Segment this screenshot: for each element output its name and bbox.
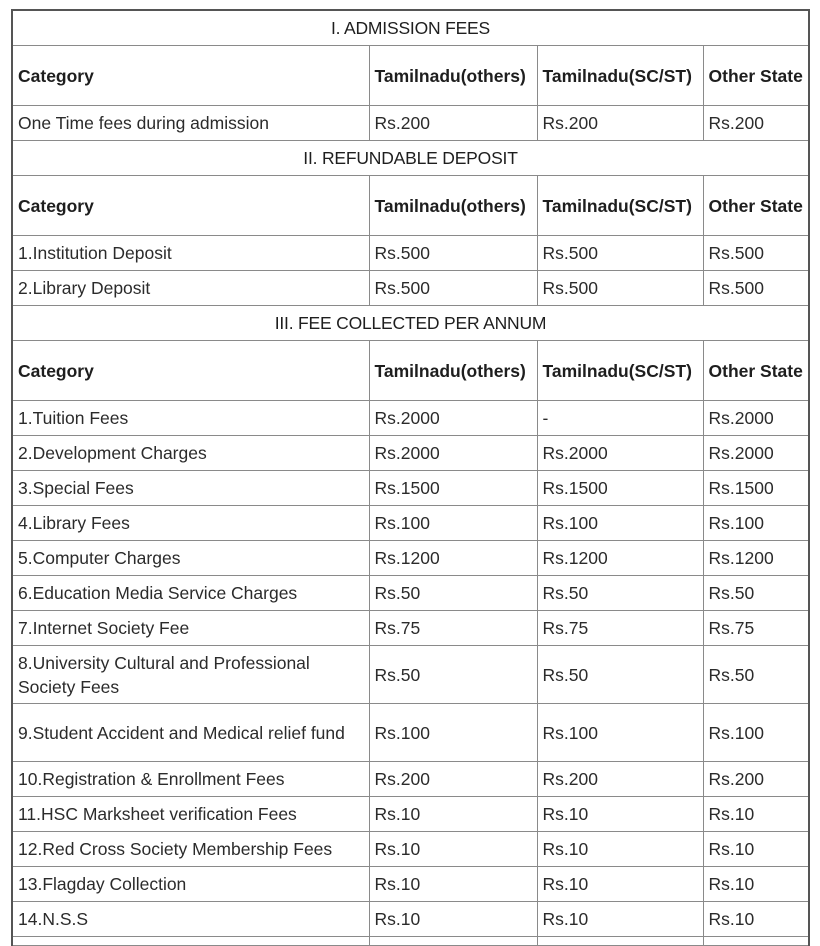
- table-row: [12, 506, 809, 541]
- table-row: [12, 646, 809, 704]
- category-cell: 12.Red Cross Society Membership Fees: [12, 832, 369, 867]
- fee-cell-other-state: Rs.500: [703, 271, 809, 306]
- table-row: [12, 902, 809, 937]
- column-header-row: [12, 341, 809, 401]
- fee-cell-other-state: Rs.100: [703, 704, 809, 762]
- fee-cell-tn-scst: Rs.500: [537, 236, 703, 271]
- fee-cell-other-state: Rs.10: [703, 902, 809, 937]
- fee-cell-other-state: Rs.1200: [703, 541, 809, 576]
- fee-cell-tn-others: Rs.2000: [369, 436, 537, 471]
- fee-cell-other-state: Rs.2000: [703, 436, 809, 471]
- table-row: [12, 797, 809, 832]
- fee-table-body: [12, 10, 809, 946]
- fee-cell-other-state: Rs.100: [703, 506, 809, 541]
- column-header: Other State: [703, 341, 809, 401]
- column-header: Tamilnadu(others): [369, 46, 537, 106]
- fee-cell-tn-scst: Rs.2000: [537, 436, 703, 471]
- category-cell: 1.Institution Deposit: [12, 236, 369, 271]
- category-cell: One Time fees during admission: [12, 106, 369, 141]
- empty-cell: [703, 937, 809, 946]
- fee-cell-tn-others: Rs.50: [369, 646, 537, 704]
- section-title-row: [12, 10, 809, 46]
- fee-cell-tn-scst: Rs.10: [537, 797, 703, 832]
- fee-table: [11, 9, 810, 946]
- table-row: [12, 576, 809, 611]
- fee-cell-tn-scst: Rs.50: [537, 576, 703, 611]
- fee-cell-other-state: Rs.1500: [703, 471, 809, 506]
- fee-cell-tn-others: Rs.75: [369, 611, 537, 646]
- fee-cell-tn-scst: Rs.1200: [537, 541, 703, 576]
- section-title: III. FEE COLLECTED PER ANNUM: [12, 306, 809, 341]
- category-cell: 8.University Cultural and Professional Society Fees: [12, 646, 369, 704]
- empty-cell: [537, 937, 703, 946]
- fee-cell-tn-others: Rs.2000: [369, 401, 537, 436]
- fee-cell-tn-scst: Rs.100: [537, 704, 703, 762]
- fee-cell-tn-scst: Rs.10: [537, 832, 703, 867]
- column-header: Category: [12, 46, 369, 106]
- fee-cell-tn-scst: Rs.200: [537, 106, 703, 141]
- fee-cell-tn-scst: Rs.500: [537, 271, 703, 306]
- table-row: [12, 867, 809, 902]
- table-row: [12, 271, 809, 306]
- fee-cell-tn-others: Rs.500: [369, 271, 537, 306]
- section-title-row: [12, 141, 809, 176]
- table-row: [12, 436, 809, 471]
- fee-cell-tn-scst: Rs.75: [537, 611, 703, 646]
- category-cell: 9.Student Accident and Medical relief fund: [12, 704, 369, 762]
- category-cell: 6.Education Media Service Charges: [12, 576, 369, 611]
- fee-cell-other-state: Rs.50: [703, 646, 809, 704]
- fee-cell-tn-scst: Rs.10: [537, 902, 703, 937]
- table-row: [12, 704, 809, 762]
- table-row: [12, 762, 809, 797]
- table-row: [12, 611, 809, 646]
- fee-cell-other-state: Rs.10: [703, 832, 809, 867]
- category-cell: 11.HSC Marksheet verification Fees: [12, 797, 369, 832]
- section-title: II. REFUNDABLE DEPOSIT: [12, 141, 809, 176]
- fee-cell-tn-others: Rs.100: [369, 704, 537, 762]
- fee-cell-tn-scst: Rs.1500: [537, 471, 703, 506]
- column-header: Other State: [703, 176, 809, 236]
- table-row: [12, 832, 809, 867]
- fee-cell-other-state: Rs.200: [703, 762, 809, 797]
- column-header: Tamilnadu(SC/ST): [537, 341, 703, 401]
- fee-cell-other-state: Rs.75: [703, 611, 809, 646]
- fee-cell-tn-scst: Rs.200: [537, 762, 703, 797]
- column-header: Other State: [703, 46, 809, 106]
- column-header: Tamilnadu(SC/ST): [537, 46, 703, 106]
- fee-cell-other-state: Rs.200: [703, 106, 809, 141]
- table-row: [12, 471, 809, 506]
- column-header: Tamilnadu(others): [369, 176, 537, 236]
- fee-cell-tn-others: Rs.10: [369, 867, 537, 902]
- table-row: [12, 236, 809, 271]
- fee-cell-other-state: Rs.10: [703, 867, 809, 902]
- section-title-row: [12, 306, 809, 341]
- fee-cell-tn-scst: Rs.10: [537, 867, 703, 902]
- fee-cell-tn-others: Rs.200: [369, 762, 537, 797]
- fee-cell-tn-scst: Rs.100: [537, 506, 703, 541]
- column-header: Tamilnadu(SC/ST): [537, 176, 703, 236]
- empty-cell: [12, 937, 369, 946]
- fee-cell-tn-others: Rs.10: [369, 797, 537, 832]
- column-header-row: [12, 176, 809, 236]
- fee-cell-tn-others: Rs.100: [369, 506, 537, 541]
- fee-cell-other-state: Rs.50: [703, 576, 809, 611]
- table-row: [12, 401, 809, 436]
- category-cell: 7.Internet Society Fee: [12, 611, 369, 646]
- fee-cell-tn-scst: Rs.50: [537, 646, 703, 704]
- category-cell: 4.Library Fees: [12, 506, 369, 541]
- category-cell: 5.Computer Charges: [12, 541, 369, 576]
- section-title: I. ADMISSION FEES: [12, 10, 809, 46]
- fee-cell-other-state: Rs.10: [703, 797, 809, 832]
- category-cell: 14.N.S.S: [12, 902, 369, 937]
- column-header: Category: [12, 176, 369, 236]
- category-cell: 13.Flagday Collection: [12, 867, 369, 902]
- table-row-partial: [12, 937, 809, 946]
- category-cell: 2.Library Deposit: [12, 271, 369, 306]
- empty-cell: [369, 937, 537, 946]
- table-row: [12, 541, 809, 576]
- fee-cell-tn-others: Rs.1500: [369, 471, 537, 506]
- column-header: Tamilnadu(others): [369, 341, 537, 401]
- fee-cell-tn-scst: -: [537, 401, 703, 436]
- table-row: [12, 106, 809, 141]
- fee-cell-tn-others: Rs.200: [369, 106, 537, 141]
- column-header-row: [12, 46, 809, 106]
- column-header: Category: [12, 341, 369, 401]
- category-cell: 1.Tuition Fees: [12, 401, 369, 436]
- fee-cell-other-state: Rs.500: [703, 236, 809, 271]
- fee-cell-other-state: Rs.2000: [703, 401, 809, 436]
- fee-cell-tn-others: Rs.1200: [369, 541, 537, 576]
- category-cell: 10.Registration & Enrollment Fees: [12, 762, 369, 797]
- category-cell: 3.Special Fees: [12, 471, 369, 506]
- fee-cell-tn-others: Rs.50: [369, 576, 537, 611]
- fee-cell-tn-others: Rs.10: [369, 902, 537, 937]
- fee-cell-tn-others: Rs.500: [369, 236, 537, 271]
- fee-cell-tn-others: Rs.10: [369, 832, 537, 867]
- category-cell: 2.Development Charges: [12, 436, 369, 471]
